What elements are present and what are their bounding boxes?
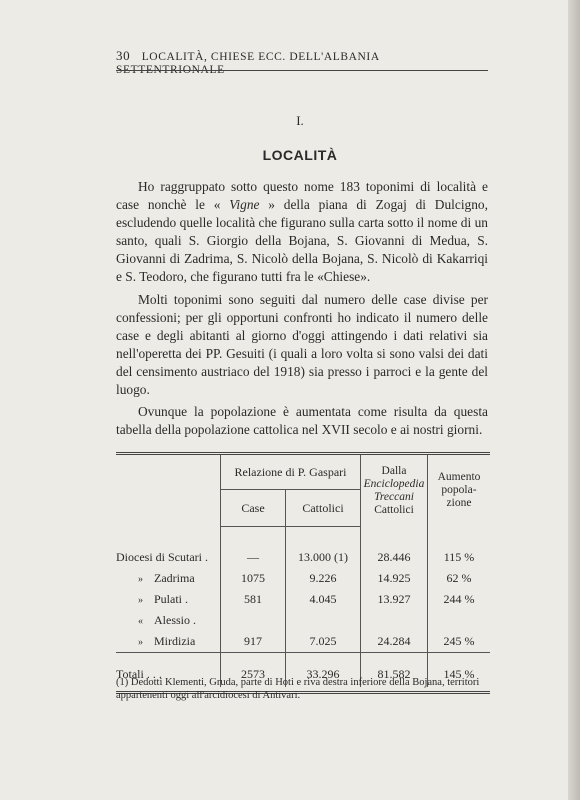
cell-aumento: 244 % — [443, 592, 475, 606]
table-row — [116, 610, 490, 631]
row-name — [116, 589, 221, 610]
total-treccani: 81.582 — [361, 653, 428, 688]
ditto-mark: » — [138, 595, 143, 606]
section-number: I. — [296, 113, 304, 128]
header-dalla: Dalla — [381, 464, 407, 477]
header-enciclopedia: Enciclopedia — [363, 477, 425, 490]
table-row — [116, 527, 490, 569]
header-treccani-cattolici: Cattolici — [374, 503, 414, 516]
cell-case: — — [221, 527, 286, 569]
body-text — [116, 178, 488, 443]
total-cattolici: 33.296 — [286, 653, 361, 688]
cell-cattolici: 9.226 — [286, 568, 361, 589]
table-row — [116, 568, 490, 589]
page-edge — [568, 0, 580, 800]
paragraph-3-start: Ovunque la popolazione è aumentata come risulta da questa tabella della popolazione cattolica nel — [116, 404, 488, 438]
header-rule — [116, 70, 488, 71]
total-case: 2573 — [221, 653, 286, 688]
cell-treccani: 14.925 — [361, 568, 428, 589]
row-label: Pulati . — [154, 592, 189, 606]
row-label: Zadrima — [154, 571, 195, 585]
paragraph-1-end: » della piana di Zogaj di Dulcigno, escludendo quelle località che figurano sulla carta sotto il nome di un santo, quali S. Giorgio della Bojana, S. Giovanni di Medua, S. Giovanni di Zadrima, S. Nicolò della Bojana, S. Nicolò di Kakarriqi e S. Teodoro, che figurano tutti fra le «Chiese». — [116, 197, 488, 285]
section-title: LOCALITÀ — [262, 147, 338, 163]
page-number: 30 — [116, 48, 131, 63]
cell-cattolici: 13.000 (1) — [286, 527, 361, 569]
cell-treccani: 28.446 — [361, 527, 428, 569]
ditto-mark: » — [138, 637, 143, 648]
cell-aumento: 115 % — [443, 549, 475, 564]
header-aumento-3: zione — [446, 497, 472, 510]
paragraph-1 — [116, 178, 488, 287]
cell-cattolici: 4.045 — [286, 589, 361, 610]
row-label: Mirdizia — [154, 634, 196, 648]
header-treccani-name: Treccani — [374, 490, 414, 503]
footnote: (1) Dedotti Klementi, Gruda, parte di Hoti e riva destra inferiore della Bojana, territori appartenenti oggi all'arcidiocesi di Antivari. — [116, 677, 480, 701]
total-aumento: 145 % — [428, 653, 491, 688]
cell-aumento — [428, 610, 491, 631]
vigne-term: Vigne — [229, 197, 260, 213]
row-name — [116, 610, 221, 631]
cell-case: 581 — [221, 589, 286, 610]
paragraph-2-text: Molti toponimi sono seguiti dal numero delle case divise per confessioni; per gli opportuni confronti ho indicato il numero delle case e degli abitanti al giorno d'oggi attingendo i dati relativi sia nell'operetta dei PP. Gesuiti (i quali a loro volta si sono valsi dei dati del censimento austriaco del 1918) sia presso i parroci e la gente del luogo. — [116, 291, 488, 398]
header-treccani — [361, 455, 428, 527]
totals-label: Totali . . . — [116, 653, 221, 688]
row-name: Diocesi di Scutari . — [116, 549, 208, 564]
paragraph-1-start: Ho raggruppato sotto questo nome 183 toponimi di località e case nonchè le « — [116, 179, 488, 213]
cell-case: 1075 — [221, 568, 286, 589]
row-name — [116, 568, 221, 589]
cell-aumento: 62 % — [446, 571, 472, 585]
cell-case: 917 — [221, 631, 286, 653]
header-aumento-2: popola- — [441, 484, 477, 497]
paragraph-3-end: secolo e ai nostri giorni. — [353, 422, 483, 438]
header-relazione: Relazione di P. Gaspari — [221, 455, 361, 490]
running-title: LOCALITÀ, CHIESE ECC. DELL'ALBANIA SETTENTRIONALE — [116, 51, 380, 76]
header-aumento-1: Aumento — [437, 471, 481, 484]
ditto-mark: » — [138, 574, 143, 585]
row-name — [116, 631, 221, 653]
century: XVII — [321, 422, 350, 438]
header-case: Case — [221, 490, 286, 527]
cell-treccani: 24.284 — [361, 631, 428, 653]
population-table — [116, 452, 490, 694]
cell-treccani — [361, 610, 428, 631]
cell-case — [221, 610, 286, 631]
header-aumento — [428, 455, 491, 527]
table-row — [116, 589, 490, 610]
table-row — [116, 631, 490, 653]
paragraph-2 — [116, 291, 488, 400]
table-corner — [116, 455, 221, 527]
paragraph-3 — [116, 403, 488, 439]
running-header — [116, 48, 488, 76]
row-label: Alessio . — [154, 613, 196, 627]
ditto-mark: « — [138, 616, 143, 627]
cell-cattolici: 7.025 — [286, 631, 361, 653]
cell-aumento: 245 % — [443, 634, 475, 648]
cell-cattolici — [286, 610, 361, 631]
header-cattolici: Cattolici — [286, 490, 361, 527]
cell-treccani: 13.927 — [361, 589, 428, 610]
